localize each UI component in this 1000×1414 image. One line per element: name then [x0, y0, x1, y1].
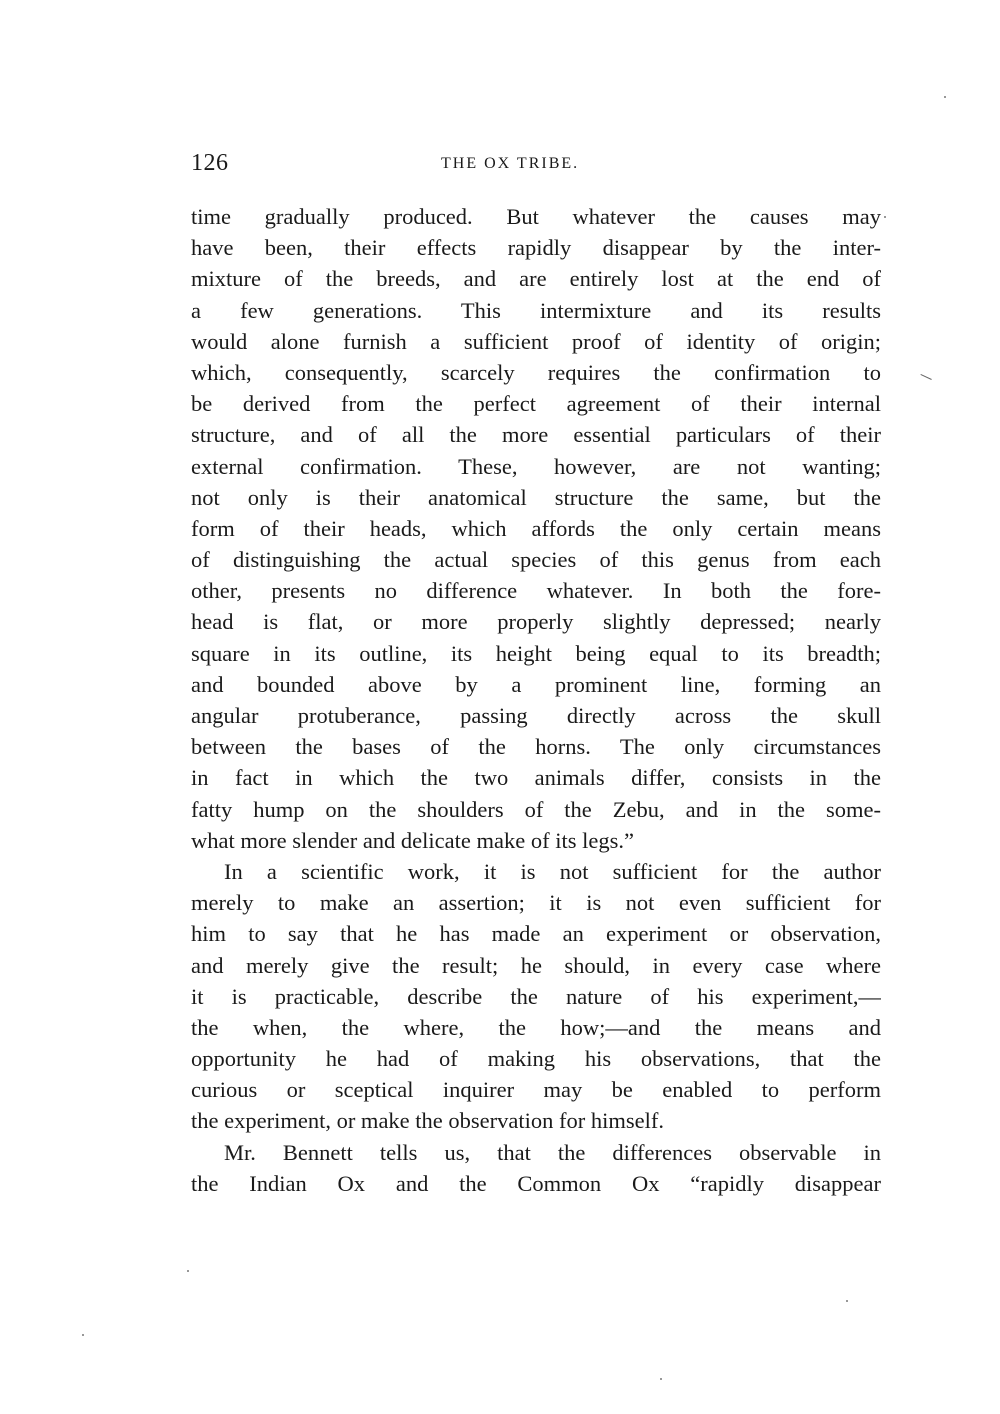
text-line: in fact in which the two animals differ, consists in the — [191, 765, 881, 791]
scan-speck — [846, 1300, 848, 1302]
text-line: curious or sceptical inquirer may be enabled to perform — [191, 1077, 881, 1103]
text-line: the Indian Ox and the Common Ox “rapidly disappear — [191, 1170, 881, 1196]
text-line: what more slender and delicate make of its legs.” — [191, 827, 634, 853]
scan-speck — [884, 216, 886, 218]
text-line: opportunity he had of making his observations, that the — [191, 1046, 881, 1072]
text-line: would alone furnish a sufficient proof of identity of origin; — [191, 328, 881, 354]
text-line: mixture of the breeds, and are entirely lost at the end of — [191, 266, 881, 292]
text-line: have been, their effects rapidly disappear by the inter- — [191, 235, 881, 261]
page-number: 126 — [191, 150, 229, 176]
text-line: time gradually produced. But whatever the causes may — [191, 204, 881, 229]
text-line: the experiment, or make the observation for himself. — [191, 1108, 664, 1134]
text-line: Mr. Bennett tells us, that the differences observable in — [224, 1139, 881, 1165]
page-header — [191, 150, 881, 180]
text-line: and merely give the result; he should, in every case where — [191, 952, 881, 978]
text-line: between the bases of the horns. The only circumstances — [191, 734, 881, 760]
text-line: and bounded above by a prominent line, forming an — [191, 671, 881, 697]
text-line: the when, the where, the how;—and the means and — [191, 1014, 881, 1040]
text-line: In a scientific work, it is not sufficient for the author — [224, 858, 881, 884]
text-line: angular protuberance, passing directly across the skull — [191, 703, 881, 728]
text-line: structure, and of all the more essential particulars of their — [191, 422, 881, 448]
text-line: merely to make an assertion; it is not even sufficient for — [191, 890, 881, 916]
text-line: fatty hump on the shoulders of the Zebu, and in the some- — [191, 796, 881, 822]
text-line: a few generations. This intermixture and its results — [191, 297, 881, 323]
text-line: head is flat, or more properly slightly depressed; nearly — [191, 609, 881, 635]
text-line: be derived from the perfect agreement of their internal — [191, 391, 881, 417]
text-line: of distinguishing the actual species of this genus from each — [191, 547, 881, 573]
text-line: not only is their anatomical structure the same, but the — [191, 484, 881, 510]
scan-speck — [187, 1270, 189, 1272]
text-line: which, consequently, scarcely requires the confirmation to — [191, 359, 881, 385]
scan-speck — [660, 1378, 662, 1380]
text-line: it is practicable, describe the nature of his experiment,— — [191, 983, 881, 1009]
text-line: other, presents no difference whatever. In both the fore- — [191, 578, 881, 604]
text-line: external confirmation. These, however, are not wanting; — [191, 453, 881, 479]
scan-speck — [944, 96, 946, 98]
text-line: him to say that he has made an experiment or observation, — [191, 921, 881, 947]
text-line: square in its outline, its height being equal to its breadth; — [191, 640, 881, 666]
running-head: THE OX TRIBE. — [441, 155, 580, 172]
body-text — [191, 201, 881, 1199]
margin-mark — [916, 374, 932, 389]
text-line: form of their heads, which affords the only certain means — [191, 515, 881, 541]
scan-speck — [82, 1334, 84, 1336]
